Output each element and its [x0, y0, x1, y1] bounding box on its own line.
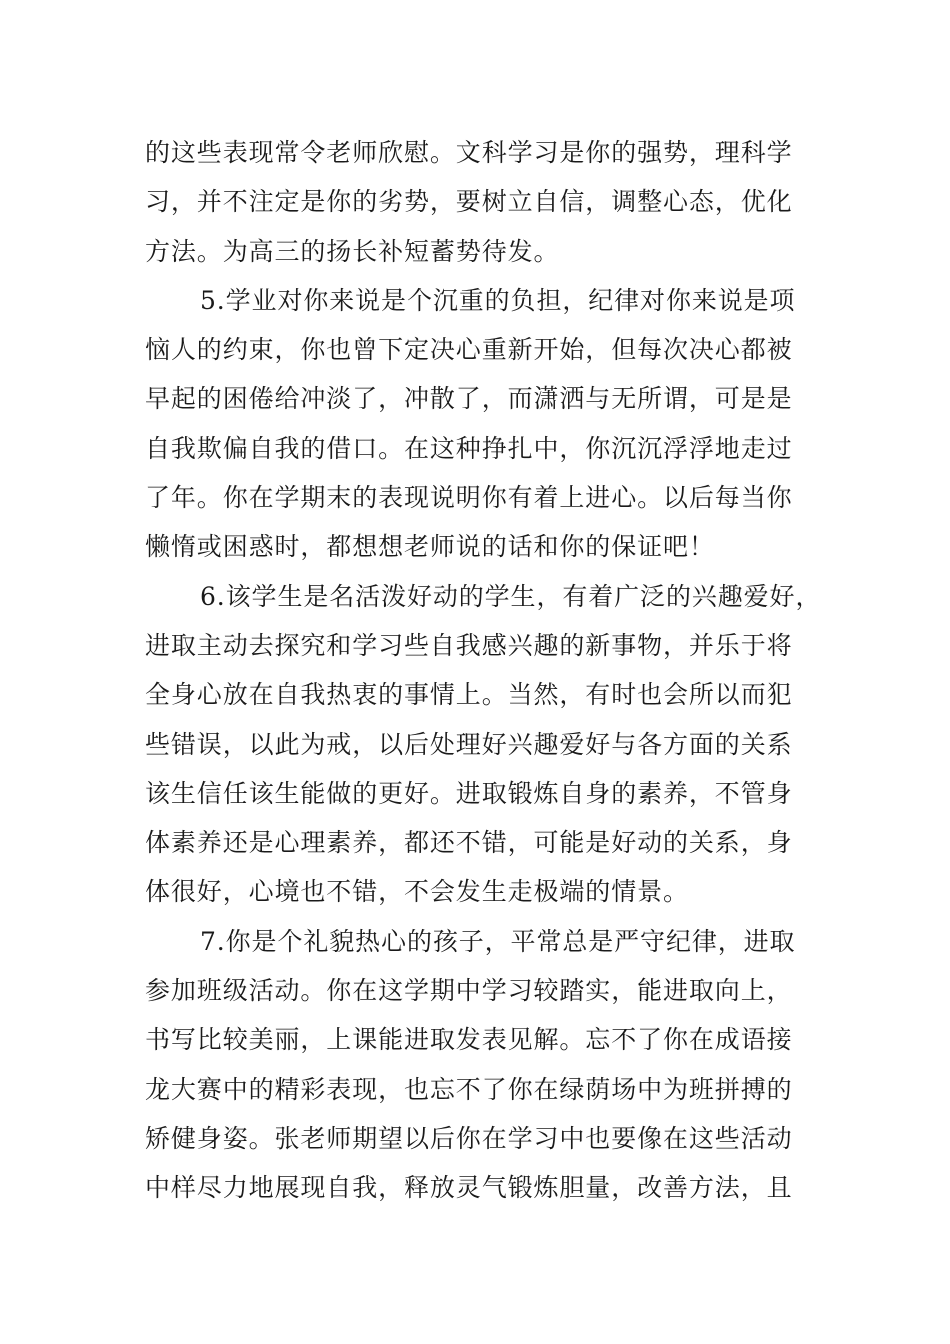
paragraph-5-start: 5.学业对你来说是个沉重的负担，纪律对你来说是项 [200, 285, 796, 315]
text-line: 早起的困倦给冲淡了，冲散了，而潇洒与无所谓，可是是 [145, 384, 793, 414]
text-line: 的这些表现常令老师欣慰。文科学习是你的强势，理科学 [145, 138, 793, 167]
text-line: 习，并不注定是你的劣势，要树立自信，调整心态，优化 [145, 187, 793, 217]
text-line: 该生信任该生能做的更好。进取锻炼自身的素养，不管身 [145, 778, 793, 808]
text-line: 中样尽力地展现自我，释放灵气锻炼胆量，改善方法，且 [145, 1173, 793, 1203]
text-line: 进取主动去探究和学习些自我感兴趣的新事物，并乐于将 [145, 630, 793, 660]
text-line: 参加班级活动。你在这学期中学习较踏实，能进取向上， [145, 976, 793, 1006]
paragraph-6-start: 6.该学生是名活泼好动的学生，有着广泛的兴趣爱好， [200, 581, 822, 611]
text-line: 懒惰或困惑时，都想想老师说的话和你的保证吧！ [145, 532, 715, 562]
text-line: 了年。你在学期末的表现说明你有着上进心。以后每当你 [145, 483, 793, 513]
text-line: 矫健身姿。张老师期望以后你在学习中也要像在这些活动 [145, 1123, 793, 1153]
text-line: 些错误，以此为戒，以后处理好兴趣爱好与各方面的关系 [145, 729, 793, 759]
text-line: 体很好，心境也不错，不会发生走极端的情景。 [145, 877, 689, 907]
text-line: 全身心放在自我热衷的事情上。当然，有时也会所以而犯 [145, 680, 793, 710]
document-body-text [145, 128, 822, 1213]
text-line: 体素养还是心理素养，都还不错，可能是好动的关系，身 [145, 828, 793, 858]
text-line: 恼人的约束，你也曾下定决心重新开始，但每次决心都被 [145, 335, 793, 365]
paragraph-7-start: 7.你是个礼貌热心的孩子，平常总是严守纪律，进取 [200, 926, 796, 956]
text-line: 书写比较美丽，上课能进取发表见解。忘不了你在成语接 [145, 1025, 793, 1055]
text-line: 方法。为高三的扬长补短蓄势待发。 [145, 236, 560, 266]
text-line: 自我欺偏自我的借口。在这种挣扎中，你沉沉浮浮地走过 [145, 433, 793, 463]
text-line: 龙大赛中的精彩表现，也忘不了你在绿荫场中为班拼搏的 [145, 1074, 793, 1104]
